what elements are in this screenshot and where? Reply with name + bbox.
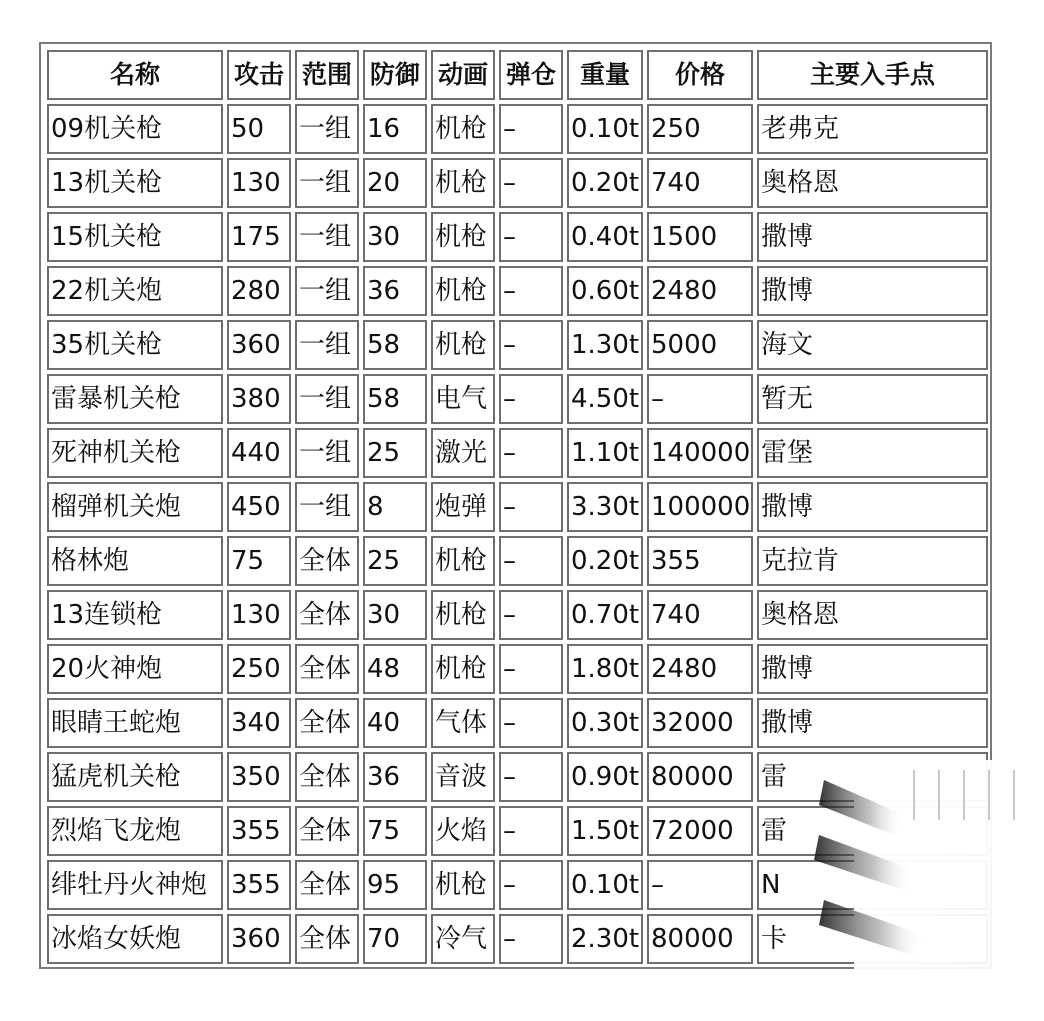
table-cell: 13连锁枪 [47, 590, 223, 640]
table-row [47, 644, 988, 694]
header-weight: 重量 [567, 50, 643, 100]
table-cell: 40 [363, 698, 427, 748]
table-row [47, 914, 988, 964]
table-cell: 机枪 [431, 536, 495, 586]
table-cell: 死神机关枪 [47, 428, 223, 478]
table-cell: 机枪 [431, 158, 495, 208]
table-cell: 撒博 [757, 212, 988, 262]
table-row [47, 158, 988, 208]
table-row [47, 698, 988, 748]
table-cell: 0.70t [567, 590, 643, 640]
table-cell: 雷堡 [757, 428, 988, 478]
table-cell: – [499, 644, 563, 694]
header-attack: 攻击 [227, 50, 291, 100]
header-range: 范围 [295, 50, 359, 100]
table-cell: 250 [647, 104, 753, 154]
table-cell: – [499, 860, 563, 910]
header-location: 主要入手点 [757, 50, 988, 100]
table-cell: 355 [227, 860, 291, 910]
table-cell: 58 [363, 320, 427, 370]
table-cell: 740 [647, 590, 753, 640]
table-cell: 机枪 [431, 590, 495, 640]
table-cell: 火焰 [431, 806, 495, 856]
table-cell: 3.30t [567, 482, 643, 532]
table-cell: 5000 [647, 320, 753, 370]
table-cell: 360 [227, 320, 291, 370]
table-cell: 撒博 [757, 266, 988, 316]
table-cell: 130 [227, 590, 291, 640]
table-cell: 气体 [431, 698, 495, 748]
table-cell: 48 [363, 644, 427, 694]
table-cell: 卡 [757, 914, 988, 964]
table-cell: 75 [227, 536, 291, 586]
table-cell: 0.40t [567, 212, 643, 262]
table-cell: 0.20t [567, 158, 643, 208]
table-cell: 克拉肯 [757, 536, 988, 586]
table-cell: 一组 [295, 104, 359, 154]
table-cell: – [499, 374, 563, 424]
table-cell: – [499, 536, 563, 586]
table-cell: 雷 [757, 806, 988, 856]
table-cell: 暂无 [757, 374, 988, 424]
table-cell: 全体 [295, 536, 359, 586]
table-cell: – [647, 860, 753, 910]
table-cell: 80000 [647, 752, 753, 802]
weapon-table [43, 46, 992, 968]
table-cell: 一组 [295, 482, 359, 532]
table-cell: 16 [363, 104, 427, 154]
table-cell: 机枪 [431, 104, 495, 154]
table-header-row [47, 50, 988, 100]
header-price: 价格 [647, 50, 753, 100]
table-cell: – [647, 374, 753, 424]
table-cell: 炮弹 [431, 482, 495, 532]
table-cell: 一组 [295, 428, 359, 478]
table-cell: 0.10t [567, 104, 643, 154]
table-cell: 4.50t [567, 374, 643, 424]
table-cell: 雷暴机关枪 [47, 374, 223, 424]
table-cell: 250 [227, 644, 291, 694]
table-cell: 一组 [295, 212, 359, 262]
table-cell: 撒博 [757, 698, 988, 748]
table-cell: 25 [363, 428, 427, 478]
table-cell: 0.10t [567, 860, 643, 910]
table-cell: 激光 [431, 428, 495, 478]
table-cell: 全体 [295, 644, 359, 694]
table-body [47, 104, 988, 964]
table-cell: 0.60t [567, 266, 643, 316]
table-row [47, 590, 988, 640]
table-cell: 740 [647, 158, 753, 208]
table-cell: 355 [227, 806, 291, 856]
header-defense: 防御 [363, 50, 427, 100]
table-cell: 机枪 [431, 212, 495, 262]
table-cell: – [499, 104, 563, 154]
table-cell: 440 [227, 428, 291, 478]
table-cell: 350 [227, 752, 291, 802]
table-cell: 1.30t [567, 320, 643, 370]
header-magazine: 弹仓 [499, 50, 563, 100]
table-cell: 一组 [295, 266, 359, 316]
table-cell: 猛虎机关枪 [47, 752, 223, 802]
table-cell: 355 [647, 536, 753, 586]
table-cell: – [499, 428, 563, 478]
table-cell: 1.80t [567, 644, 643, 694]
table-cell: 雷 [757, 752, 988, 802]
table-row [47, 320, 988, 370]
table-cell: 绯牡丹火神炮 [47, 860, 223, 910]
table-cell: 340 [227, 698, 291, 748]
table-cell: 450 [227, 482, 291, 532]
table-cell: – [499, 266, 563, 316]
table-cell: 撒博 [757, 644, 988, 694]
table-cell: 全体 [295, 698, 359, 748]
table-cell: 75 [363, 806, 427, 856]
table-cell: 一组 [295, 158, 359, 208]
table-cell: 36 [363, 752, 427, 802]
table-cell: 榴弹机关炮 [47, 482, 223, 532]
table-cell: 130 [227, 158, 291, 208]
table-cell: 35机关枪 [47, 320, 223, 370]
table-cell: 22机关炮 [47, 266, 223, 316]
table-cell: 25 [363, 536, 427, 586]
table-row [47, 536, 988, 586]
table-cell: 09机关枪 [47, 104, 223, 154]
table-cell: 140000 [647, 428, 753, 478]
table-cell: – [499, 590, 563, 640]
table-cell: 1500 [647, 212, 753, 262]
table-cell: – [499, 752, 563, 802]
table-cell: 30 [363, 590, 427, 640]
table-cell: 机枪 [431, 320, 495, 370]
table-cell: – [499, 482, 563, 532]
table-cell: 机枪 [431, 266, 495, 316]
table-row [47, 374, 988, 424]
table-cell: 格林炮 [47, 536, 223, 586]
table-cell: 冰焰女妖炮 [47, 914, 223, 964]
table-cell: 100000 [647, 482, 753, 532]
table-cell: 32000 [647, 698, 753, 748]
table-row [47, 752, 988, 802]
table-cell: 全体 [295, 806, 359, 856]
table-cell: 280 [227, 266, 291, 316]
table-cell: – [499, 158, 563, 208]
table-cell: 0.30t [567, 698, 643, 748]
table-cell: 20 [363, 158, 427, 208]
table-cell: 眼睛王蛇炮 [47, 698, 223, 748]
table-cell: 20火神炮 [47, 644, 223, 694]
table-cell: 奥格恩 [757, 590, 988, 640]
table-cell: 1.10t [567, 428, 643, 478]
table-cell: 0.20t [567, 536, 643, 586]
table-cell: 撒博 [757, 482, 988, 532]
table-cell: 50 [227, 104, 291, 154]
header-animation: 动画 [431, 50, 495, 100]
table-cell: 30 [363, 212, 427, 262]
table-cell: 15机关枪 [47, 212, 223, 262]
table-cell: 8 [363, 482, 427, 532]
table-cell: 冷气 [431, 914, 495, 964]
table-cell: 全体 [295, 752, 359, 802]
table-row [47, 104, 988, 154]
table-cell: 95 [363, 860, 427, 910]
table-row [47, 428, 988, 478]
table-row [47, 212, 988, 262]
table-cell: 80000 [647, 914, 753, 964]
table-cell: 58 [363, 374, 427, 424]
header-name: 名称 [47, 50, 223, 100]
table-cell: – [499, 212, 563, 262]
table-cell: 2.30t [567, 914, 643, 964]
table-row [47, 806, 988, 856]
table-cell: 70 [363, 914, 427, 964]
table-row [47, 482, 988, 532]
table-cell: 380 [227, 374, 291, 424]
table-cell: 175 [227, 212, 291, 262]
table-row [47, 860, 988, 910]
table-cell: 13机关枪 [47, 158, 223, 208]
table-cell: 奥格恩 [757, 158, 988, 208]
table-cell: 老弗克 [757, 104, 988, 154]
table-cell: – [499, 698, 563, 748]
table-cell: N [757, 860, 988, 910]
table-cell: 全体 [295, 590, 359, 640]
table-cell: 一组 [295, 320, 359, 370]
table-cell: 360 [227, 914, 291, 964]
table-cell: – [499, 914, 563, 964]
table-cell: – [499, 320, 563, 370]
table-cell: 一组 [295, 374, 359, 424]
table-cell: 36 [363, 266, 427, 316]
table-cell: – [499, 806, 563, 856]
table-cell: 2480 [647, 644, 753, 694]
table-cell: 机枪 [431, 860, 495, 910]
table-cell: 电气 [431, 374, 495, 424]
table-cell: 1.50t [567, 806, 643, 856]
table-cell: 音波 [431, 752, 495, 802]
table-cell: 72000 [647, 806, 753, 856]
table-cell: 全体 [295, 860, 359, 910]
table-cell: 全体 [295, 914, 359, 964]
table-cell: 0.90t [567, 752, 643, 802]
table-cell: 2480 [647, 266, 753, 316]
table-cell: 机枪 [431, 644, 495, 694]
table-cell: 烈焰飞龙炮 [47, 806, 223, 856]
table-row [47, 266, 988, 316]
table-cell: 海文 [757, 320, 988, 370]
weapon-table-frame [39, 42, 992, 969]
